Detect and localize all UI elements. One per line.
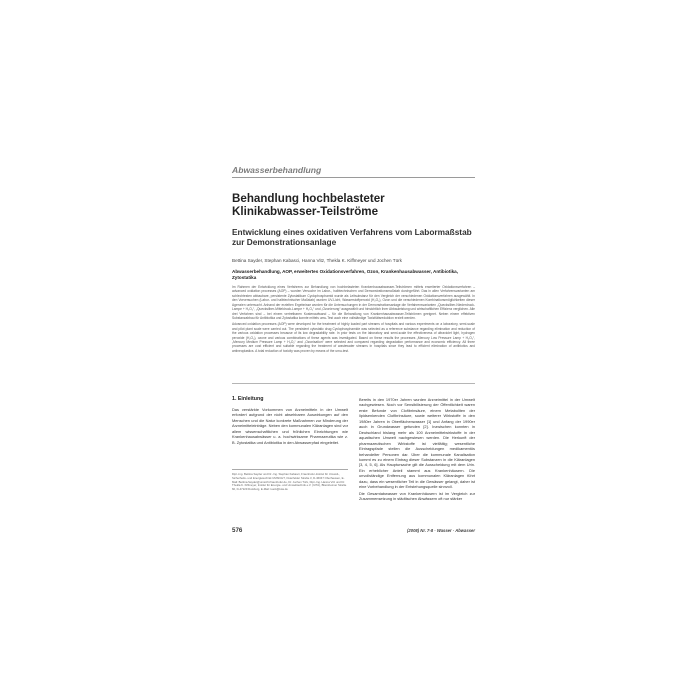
abstract-german: Im Rahmen der Entwicklung eines Verfahrens zur Behandlung von hochbelasteten Krankenhausabwasser-Teilströmen mittels erweiterter Oxidationsverfahren – advanced oxidation processes (AOP) – wurden Versuche im Labor-, halbtechnischen und Demonstrationsmaßstab durchgeführt. Das in allen Verfahrensvarianten am schlechtesten abbaubare, persistente Zytostatikum Cyclophosphamid wurde als Leitsubstanz für den Vergleich der verschiedenen Oxidationsverfahren ausgewählt. In den Vorversuchen (Labor- und halbtechnischer Maßstab) wurden UV-Licht, Wasserstoffperoxid (H₂O₂), Ozon und die verschiedenen Kombinationsmöglichkeiten dieser Agenzien untersucht. Anhand der erzielten Ergebnisse wurden für die Untersuchungen in der Demonstrationsanlage die Verfahrensvarianten „Quecksilber-Niederdruck-Lampe + H₂O₂“, „Quecksilber-Mitteldruck-Lampe + H₂O₂“ und „Ozonierung“ ausgewählt und hinsichtlich ihrer Abbauleistung und wirtschaftlichen Effizienz verglichen. Alle drei Verfahren sind – bei einem vertretbaren Kostenaufwand – für die Behandlung von Krankenhausabwasser-Teilströmen geeignet. Neben einem effektiven Substanzabbau für Antibiotika und Zytostatika konnte mittels umu-Test auch eine vollständige Toxizitätsreduktion erzielt werden. (232, 285, 475, 321)
page-number: 576 (232, 527, 243, 534)
author-line: Bettina Sayder, Stephan Kabasci, Hanna Vitz, Thekla K. Kiffmeyer und Jochen Türk (232, 258, 402, 263)
journal-page (232, 140, 475, 560)
intro-paragraph-right-2: Die Gesamtabwasser von Krankenhäusern ist im Vergleich zur Zusammensetzung in städtischen Abwässern oft nur stärker (359, 490, 475, 502)
section-heading: 1. Einleitung (232, 396, 264, 402)
rubric-label: Abwasserbehandlung (232, 165, 322, 175)
journal-reference: (2008) Nr. 7-8 · Wasser · Abwasser (407, 528, 475, 533)
abstract (232, 285, 475, 355)
left-column (232, 396, 348, 445)
author-affiliation-footnote: Dipl.-Ing. Bettina Sayder und Dr.-Ing. Stephan Kabasci, Fraunhofer-Institut für Umwelt-, Sicherheits- und Energietechnik UMSICHT, Osterfelder Straße 3, D-46047 Oberhausen, E-Mail: Bettina.Sayder@umsicht.fraunhofer.de, Dr. Jochen Türk, Dipl.-Ing. Hanna Vitz und Dr. Thekla K. Kiffmeyer, Institut für Energie- und Umwelttechnik e.V. (IUTA), Bliersheimer Straße 60, D-47229 Duisburg, E-Mail: tuerk@iuta.de (232, 469, 348, 492)
intro-paragraph-right: Bereits in den 1970er Jahren wurden Arzneimittel in der Umwelt nachgewiesen. Noch vor Sensibilisierung der Öffentlichkeit waren erste Befunde von Clofibrinsäure, einem Metaboliten der lipidsenkenden Clofibrinsäure, sowie weiterer Wirkstoffe in den 1980er Jahren in Oberflächenwasser [1] und Anfang der 1990er auch in Grundwasser gefunden [2]. Inzwischen konnten in Deutschland bislang mehr als 100 Arzneimittelwirkstoffe in der aquatischen Umwelt nachgewiesen werden. Die Herkunft der pharmazeutischen Wirkstoffe ist vielfältig; wesentliche Eintragspfade stellen die Ausscheidungen medikamentös behandelter Personen dar. Über die kommunale Kanalisation kommt es zu einem Eintrag dieser Substanzen in die Kläranlagen [3, 4, 5, 6]. Als Hauptursache gilt die Ausscheidung mit dem Urin. Ein erheblicher Anteil stammt aus Krankenhäusern. Die unvollständige Entfernung aus kommunalen Kläranlagen führt dazu, dass ein wesentlicher Teil in die Gewässer gelangt, daher ist eine Vorbehandlung in der Entstehungsquelle sinnvoll. (359, 397, 475, 490)
article-title: Behandlung hochbelasteter Klinikabwasser-Teilströme (232, 192, 385, 218)
section-divider (232, 383, 475, 384)
keyword-line: Abwasserbehandlung, AOP, erweitertes Oxidationsverfahren, Ozon, Krankenhausabwasser, Antibiotika, Zytostatika (232, 269, 459, 280)
abstract-english: Advanced oxidation processes (AOP) were developed for the treatment of highly loaded part streams of hospitals and various experiments on a laboratory, semi-scale and pilot plant scale were carried out. The persistent cytostatic drug Cyclophosphamide was selected as a reference substance regarding elimination and reduction of the various oxidation processes because of its low degradability rate. In prior tests on the laboratory and semi-scale the effectiveness of ultraviolet light, hydrogen peroxide (H₂O₂), ozone and various combinations of these agents was investigated. Based on these results the processes „Mercury Low Pressure Lamp + H₂O₂“, „Mercury Medium Pressure Lamp + H₂O₂“ and „Ozonisation“ were selected and compared regarding degradation performance and economic efficiency. All three processes are cost efficient and suitable regarding the treatment of wastewater streams in hospitals since they lead to efficient elimination of antibiotics and antineoplastics. A total reduction of toxicity was proven by means of the umu-test. (232, 322, 475, 353)
section-rubric (232, 166, 475, 178)
right-column (359, 397, 475, 502)
intro-paragraph-left: Das verstärkte Vorkommen von Arzneimitteln in der Umwelt erfordert aufgrund der nicht absehbaren Auswirkungen auf den Menschen und die Natur konkrete Maßnahmen zur Minderung der Arzneimitteleinträge. Neben den kommunalen Kläranlagen sind vor allem wissenschaftlichen und fröhlichen Einrichtungen wie Krankenhausabwässer u. a. hochwirksame Pharmazeutika wie z. B. Zytostatika und Antibiotika in den Abwasserpfad eingeleitet. (232, 407, 348, 445)
page-footer (232, 527, 475, 535)
article-subtitle: Entwicklung eines oxidativen Verfahrens vom Labormaßstab zur Demonstrationsanlage (232, 227, 472, 247)
